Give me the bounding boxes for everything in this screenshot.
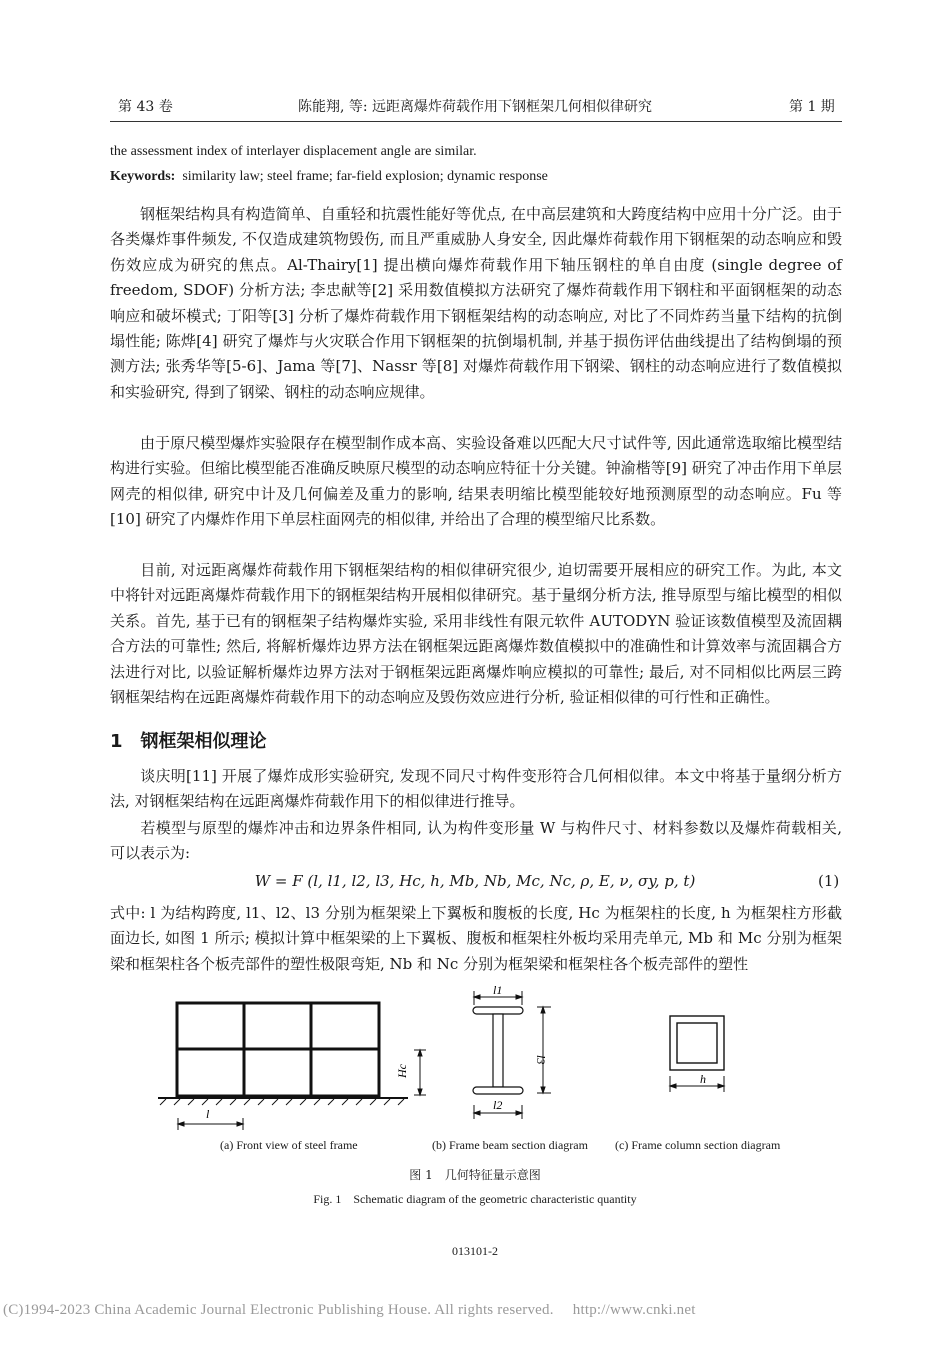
page-number: 013101-2 xyxy=(452,1244,498,1258)
column-inner-wall xyxy=(677,1023,717,1063)
header-volume: 第 43 卷 xyxy=(118,99,173,115)
keywords-label: Keywords: xyxy=(110,169,176,184)
subcaption-a: (a) Front view of steel frame xyxy=(220,1138,358,1152)
subcaption-c: (c) Frame column section diagram xyxy=(615,1138,781,1152)
equation-number: (1) xyxy=(818,872,840,890)
header-rule xyxy=(110,121,842,122)
figure-caption-cn: 图 1 几何特征量示意图 xyxy=(409,1168,541,1182)
keywords-line xyxy=(110,169,548,185)
label-l2: l2 xyxy=(493,1098,503,1112)
frame-front-view-diagram xyxy=(150,995,440,1135)
beam-section-diagram xyxy=(455,985,575,1135)
width-dimension xyxy=(670,1076,724,1092)
label-l1: l1 xyxy=(493,985,503,997)
paragraph-6-text: 式中: l 为结构跨度, l1、l2、l3 分别为框架梁上下翼板和腹板的长度, Hc 为框架柱的长度, h 为框架柱方形截面边长, 如图 1 所示; 模拟计算中框架梁的上下翼板、腹板和框架柱外板均采用壳单元, Mb 和 Mc 分别为框架梁和框架柱各个板壳部件的塑性极限弯矩, Nb 和 Nc 分别为框架梁和框架柱各个板壳部件的塑性 xyxy=(110,904,842,973)
paragraph-3 xyxy=(110,558,842,710)
paragraph-1 xyxy=(110,202,842,405)
copyright-watermark: (C)1994-2023 China Academic Journal Electronic Publishing House. All rights reserved. http://www.cnki.net xyxy=(3,1302,696,1318)
header-title: 陈能翔, 等: 远距离爆炸荷载作用下钢框架几何相似律研究 xyxy=(297,99,653,115)
label-l3: l3 xyxy=(534,1055,548,1065)
i-beam-shape xyxy=(473,1007,523,1094)
paragraph-5-text: 若模型与原型的爆炸冲击和边界条件相同, 认为构件变形量 W 与构件尺寸、材料参数以及爆炸荷载相关, 可以表示为: xyxy=(110,819,842,863)
abstract-tail: the assessment index of interlayer displacement angle are similar. xyxy=(110,144,477,159)
label-l: l xyxy=(206,1107,210,1121)
label-h: h xyxy=(700,1072,706,1086)
subcaption-b: (b) Frame beam section diagram xyxy=(432,1138,588,1152)
paragraph-4 xyxy=(110,764,842,815)
paragraph-4-text: 谈庆明[11] 开展了爆炸成形实验研究, 发现不同尺寸构件变形符合几何相似律。本文中将基于量纲分析方法, 对钢框架结构在远距离爆炸荷载作用下的相似律进行推导。 xyxy=(110,767,842,811)
column-section-diagram xyxy=(660,1010,750,1100)
ground-hatching xyxy=(160,1099,404,1105)
column-height-dimension xyxy=(414,1050,426,1095)
paragraph-2-text: 由于原尺模型爆炸实验限存在模型制作成本高、实验设备难以匹配大尺寸试件等, 因此通常选取缩比模型结构进行实验。但缩比模型能否准确反映原尺模型的动态响应特征十分关键。钟渝楷等[9] 研究了冲击作用下单层网壳的相似律, 研究中计及几何偏差及重力的影响, 结果表明缩比模型能较好地预测原型的动态响应。Fu 等[10] 研究了内爆炸作用下单层柱面网壳的相似律, 并给出了合理的模型缩尺比系数。 xyxy=(110,434,842,529)
paragraph-5 xyxy=(110,816,842,867)
paragraph-1-text: 钢框架结构具有构造简单、自重轻和抗震性能好等优点, 在中高层建筑和大跨度结构中应用十分广泛。由于各类爆炸事件频发, 不仅造成建筑物毁伤, 而且严重威胁人身安全, 因此爆炸荷载作用下钢框架的动态响应和毁伤效应成为研究的焦点。Al-Thairy[1] 提出横向爆炸荷载作用下轴压钢柱的单自由度 (single degree of freedom, SDOF) 分析方法; 李忠献等[2] 采用数值模拟方法研究了爆炸荷载作用下钢柱和平面钢框架的动态响应和破坏模式; 丁阳等[3] 分析了爆炸荷载作用下钢框架结构的动态响应, 对比了不同炸药当量下结构的抗倒塌性能; 陈烨[4] 研究了爆炸与火灾联合作用下钢框架的抗倒塌机制, 并基于损伤评估曲线提出了结构倒塌的预测方法; 张秀华等[5-6]、Jama 等[7]、Nassr 等[8] 对爆炸荷载作用下钢梁、钢柱的动态响应进行了数值模拟和实验研究, 得到了钢梁、钢柱的动态响应规律。 xyxy=(110,205,842,401)
span-dimension xyxy=(178,1118,243,1130)
figure-caption-en: Fig. 1 Schematic diagram of the geometric characteristic quantity xyxy=(313,1192,637,1206)
equation: W = F (l, l1, l2, l3, Hc, h, Mb, Nb, Mc, Nc, ρ, E, ν, σy, p, t) xyxy=(254,872,696,890)
section-heading: 1 钢框架相似理论 xyxy=(110,731,267,752)
header-issue: 第 1 期 xyxy=(789,99,835,115)
paragraph-6 xyxy=(110,901,842,977)
paragraph-3-text: 目前, 对远距离爆炸荷载作用下钢框架结构的相似律研究很少, 迫切需要开展相应的研究工作。为此, 本文中将针对远距离爆炸荷载作用下的钢框架结构开展相似律研究。基于量纲分析方法, 推导原型与缩比模型的相似关系。首先, 基于已有的钢框架子结构爆炸实验, 采用非线性有限元软件 AUTODYN 验证该数值模型及流固耦合方法的可靠性; 然后, 将解析爆炸边界方法在钢框架远距离爆炸数值模拟中的准确性和计算效率与流固耦合方法进行对比, 以验证解析爆炸边界方法对于钢框架远距离爆炸响应模拟的可靠性; 最后, 对不同相似比两层三跨钢框架结构在远距离爆炸荷载作用下的动态响应及毁伤效应进行分析, 验证相似律的可行性和正确性。 xyxy=(110,561,842,707)
keywords-text: similarity law; steel frame; far-field explosion; dynamic response xyxy=(182,169,548,184)
paragraph-2 xyxy=(110,431,842,533)
label-hc: Hc xyxy=(395,1064,409,1078)
web-dimension xyxy=(537,1007,551,1093)
